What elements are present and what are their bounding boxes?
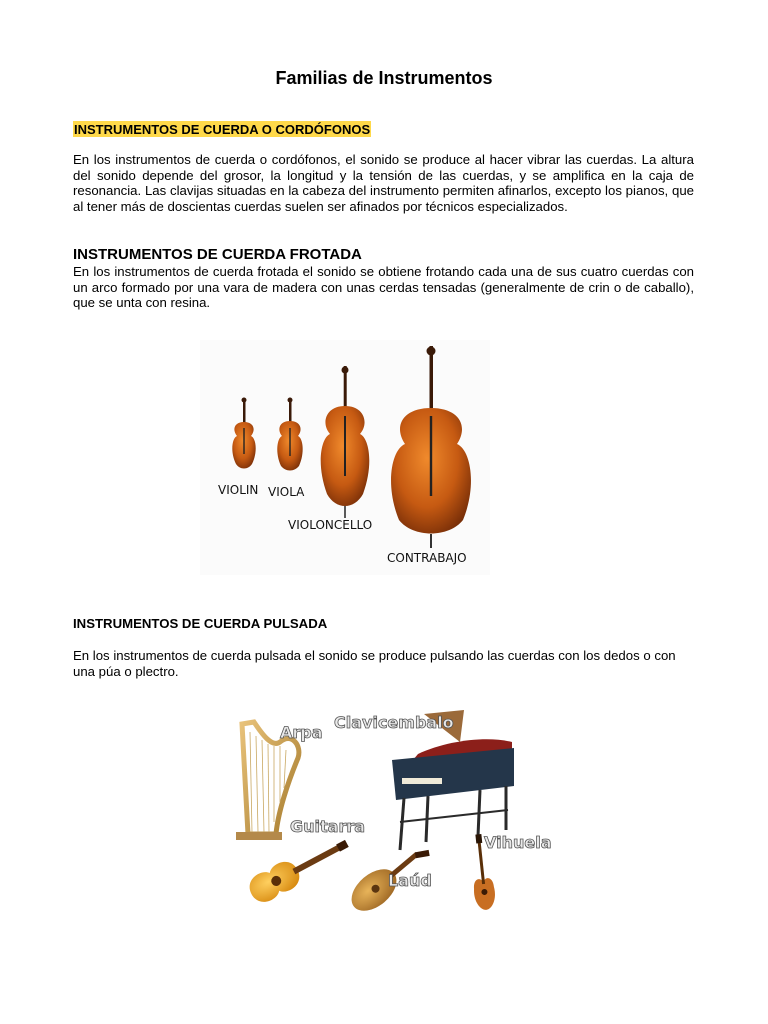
paragraph-cuerda-pulsada: En los instrumentos de cuerda pulsada el sonido se produce pulsando las cuerdas con los dedos o con una púa o plectro. bbox=[73, 648, 676, 679]
label-viola: VIOLA bbox=[268, 485, 305, 499]
label-arpa: Arpa bbox=[280, 723, 323, 742]
section-heading-cordofonos: INSTRUMENTOS DE CUERDA O CORDÓFONOS bbox=[74, 122, 371, 137]
label-vihuela: Vihuela bbox=[484, 833, 552, 852]
label-contrabajo: CONTRABAJO bbox=[387, 551, 467, 565]
section-heading-cuerda-frotada: INSTRUMENTOS DE CUERDA FROTADA bbox=[73, 246, 362, 263]
section-heading-cuerda-pulsada: INSTRUMENTOS DE CUERDA PULSADA bbox=[73, 616, 328, 631]
label-violoncello: VIOLONCELLO bbox=[288, 518, 373, 532]
page-title: Familias de Instrumentos bbox=[275, 68, 493, 88]
label-guitarra: Guitarra bbox=[290, 817, 366, 836]
label-laud: Laúd bbox=[388, 871, 432, 890]
bowed-strings-figure bbox=[200, 340, 490, 575]
plucked-strings-figure bbox=[228, 702, 552, 930]
label-clavicembalo: Clavicembalo bbox=[334, 713, 454, 732]
label-violin: VIOLIN bbox=[218, 483, 259, 497]
paragraph-cordofonos: En los instrumentos de cuerda o cordófonos, el sonido se produce al hacer vibrar las cuerdas. La altura del sonido depende del grosor, la longitud y la tensión de las cuerdas, y se amplifica en la caja de resonancia. Las clavijas situadas en la cabeza del instrumento permiten afinarlos, excepto los pianos, que al tener más de doscientas cuerdas suelen ser afinados por técnicos especializados. bbox=[73, 152, 694, 214]
paragraph-cuerda-frotada: En los instrumentos de cuerda frotada el sonido se obtiene frotando cada una de sus cuatro cuerdas con un arco formado por una vara de madera con unas cerdas tensadas (generalmente de crin o de caballo), que se unta con resina. bbox=[73, 264, 694, 311]
guitarra-icon bbox=[245, 831, 354, 907]
